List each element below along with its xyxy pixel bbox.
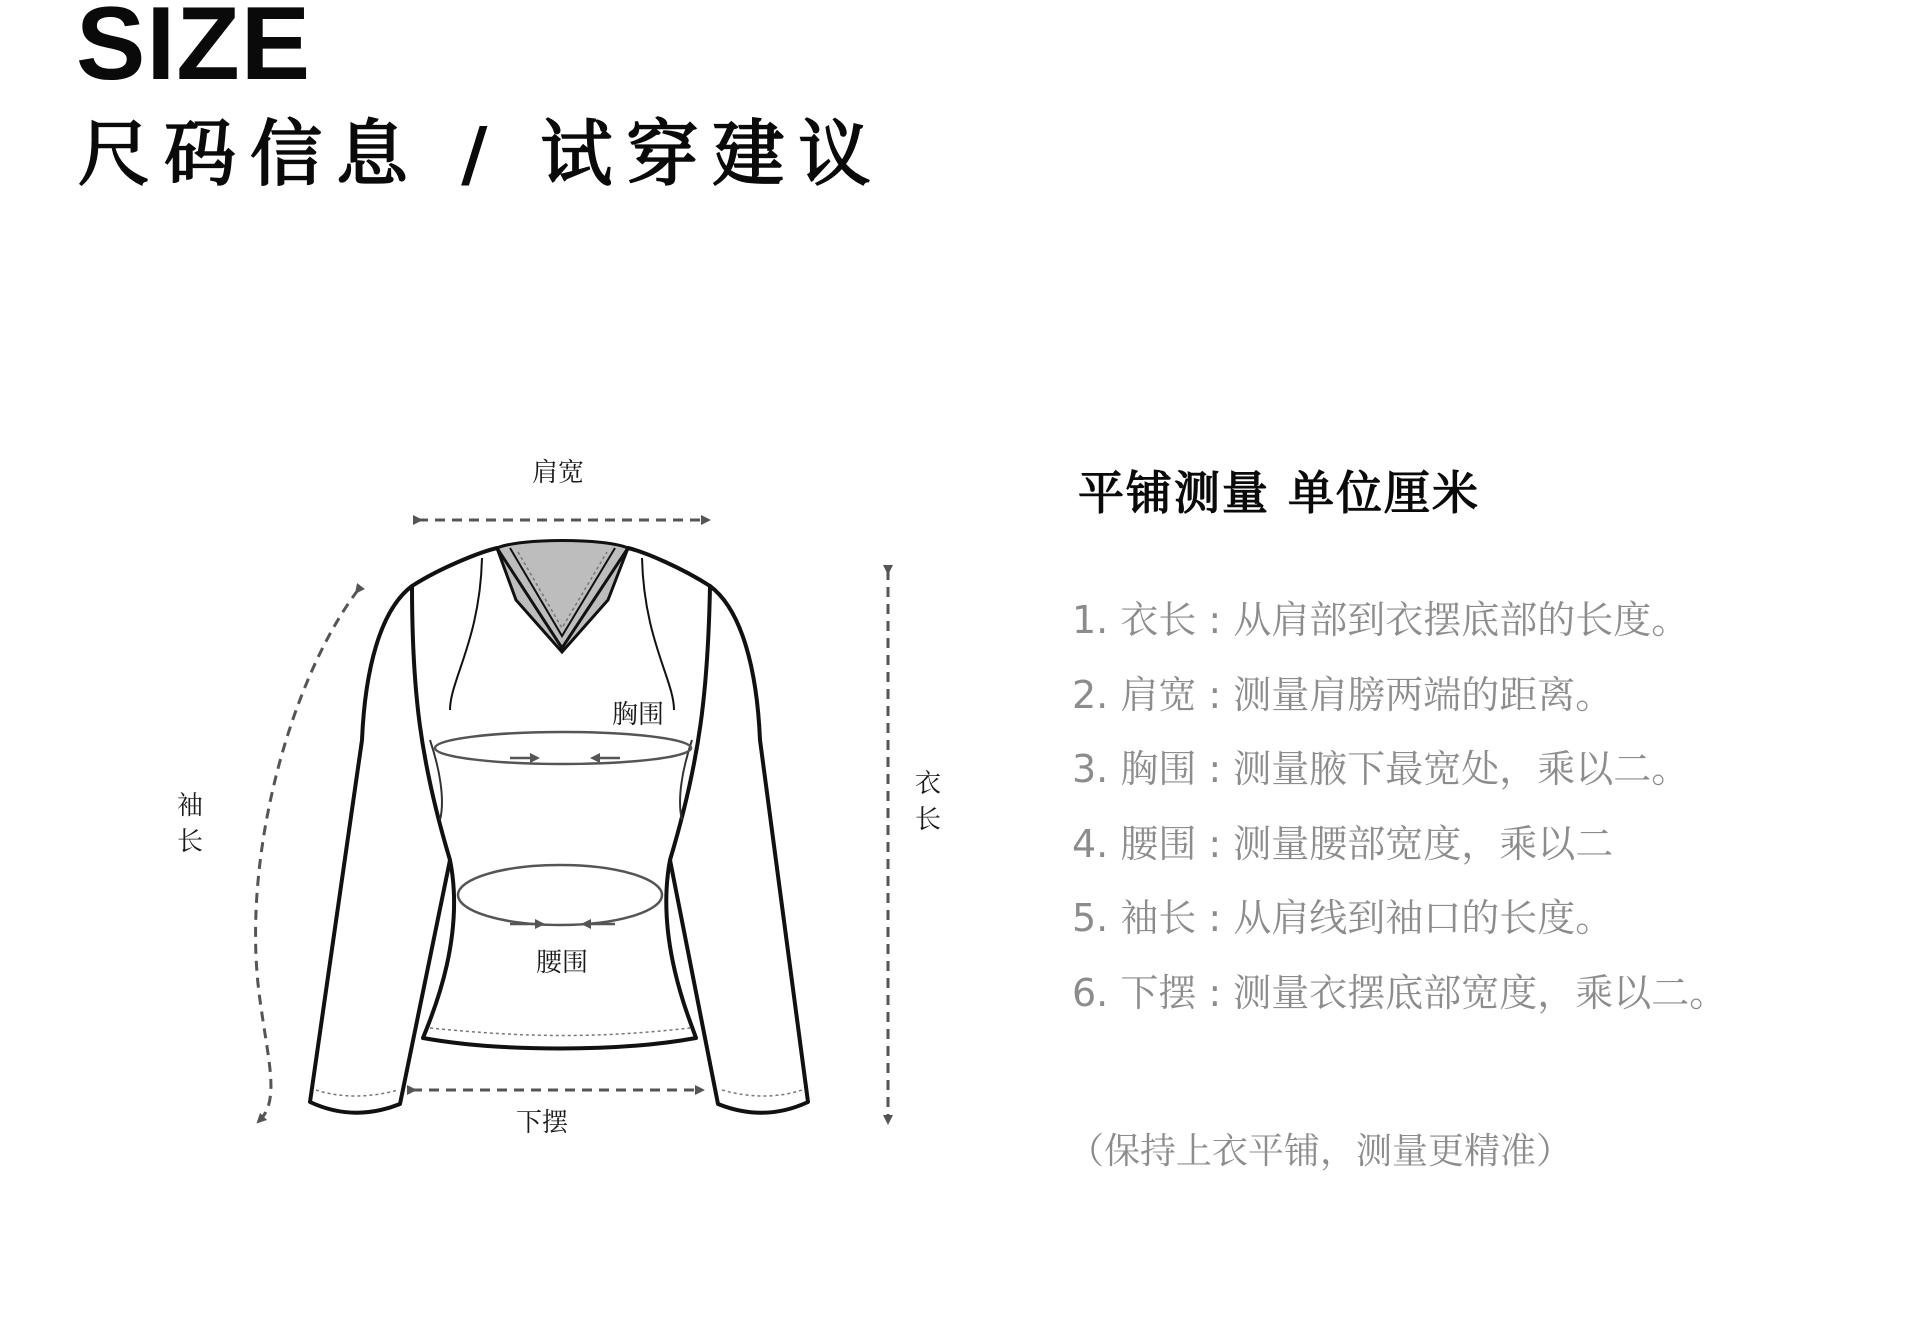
- label-sleeve: 袖长: [176, 791, 203, 857]
- label-waist: 腰围: [536, 948, 589, 978]
- measurement-list: [1072, 596, 1727, 1043]
- label-length: 衣长: [914, 769, 941, 835]
- list-item: 5. 袖长 : 从肩线到袖口的长度。: [1072, 896, 1614, 940]
- list-item: 6. 下摆 : 测量衣摆底部宽度，乘以二。: [1072, 970, 1728, 1015]
- measurement-note: （保持上衣平铺，测量更精准）: [1068, 1131, 1573, 1172]
- page-title-en: SIZE: [76, 0, 312, 102]
- list-item: 3. 胸围 : 测量腋下最宽处，乘以二。: [1072, 747, 1690, 791]
- page-title-cn: 尺码信息 / 试穿建议: [78, 112, 885, 196]
- label-shoulder: 肩宽: [532, 458, 585, 488]
- v-neck-long-sleeve-top-sketch: [150, 440, 990, 1200]
- measurement-heading: 平铺测量 单位厘米: [1078, 466, 1481, 520]
- garment-diagram: [150, 440, 990, 1200]
- label-chest: 胸围: [612, 700, 665, 730]
- list-item: 4. 腰围 : 测量腰部宽度，乘以二: [1072, 821, 1614, 866]
- label-hem: 下摆: [516, 1108, 569, 1138]
- list-item: 2. 肩宽 : 测量肩膀两端的距离。: [1072, 672, 1614, 717]
- list-item: 1. 衣长 : 从肩部到衣摆底部的长度。: [1072, 598, 1690, 642]
